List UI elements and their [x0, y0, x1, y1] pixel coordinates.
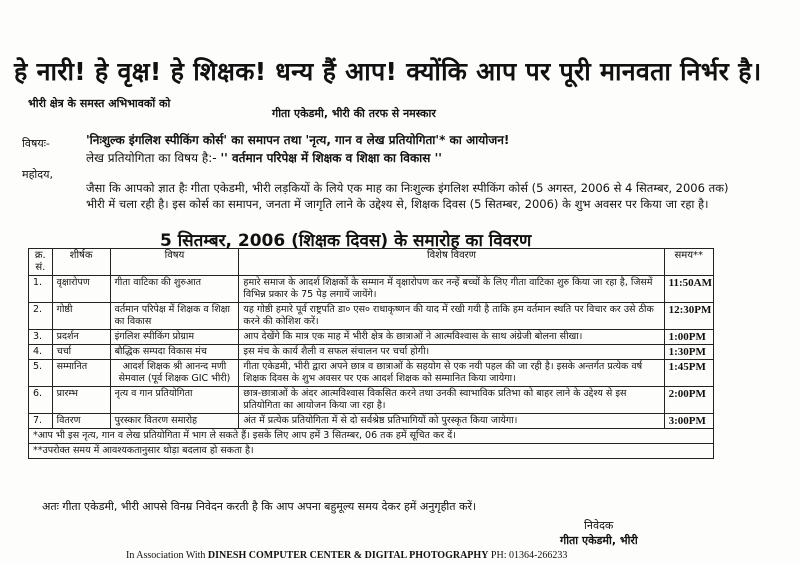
- association-phone: PH: 01364-266233: [490, 550, 568, 561]
- row-topic: इंगलिश स्पीकिंग प्रोग्राम: [110, 330, 239, 345]
- row-serial: 1.: [29, 276, 53, 303]
- row-time: 1:00PM: [664, 330, 713, 345]
- header-time: समय**: [664, 249, 713, 276]
- subject-label: विषयः-: [22, 137, 50, 150]
- table-row: [29, 303, 714, 330]
- row-detail: इस मंच के कार्य शैली व सफल संचालन पर चर्चा होगी।: [239, 345, 664, 360]
- row-serial: 4.: [29, 345, 53, 360]
- table-row: [29, 330, 714, 345]
- signature-name: गीता एकेडमी, भीरी: [560, 534, 638, 547]
- signature-label: निवेदक: [584, 519, 614, 532]
- row-detail: अंत में प्रत्येक प्रतियोगिता में से दो सर्वश्रेष्ठ प्रतिभागियों को पुरस्कृत किया जायेगा।: [239, 414, 664, 429]
- row-heading: प्रदर्शन: [52, 330, 110, 345]
- row-time: 12:30PM: [664, 303, 713, 330]
- essay-topic-title: '' वर्तमान परिपेक्ष में शिक्षक व शिक्षा का विकास '': [220, 151, 442, 165]
- table-row: [29, 414, 714, 429]
- row-time: 1:30PM: [664, 345, 713, 360]
- sender-greeting: गीता एकेडमी, भीरी की तरफ से नमस्कार: [272, 107, 436, 120]
- row-heading: वृक्षारोपण: [52, 276, 110, 303]
- association-footer: [126, 550, 567, 561]
- row-time: 11:50AM: [664, 276, 713, 303]
- row-detail: छात्र-छात्राओं के अंदर आत्मविश्वास विकसित करने तथा उनकी स्वाभाविक प्रतिभा को बाहर लाने के उद्देश्य से इस प्रतियोगिता का आयोजन किया जा रहा है।: [239, 387, 664, 414]
- row-time: 1:45PM: [664, 360, 713, 387]
- table-row: [29, 360, 714, 387]
- association-prefix: In Association With: [126, 550, 206, 561]
- header-detail: विशेष विवरण: [239, 249, 664, 276]
- row-heading: वितरण: [52, 414, 110, 429]
- table-note-row: [29, 444, 714, 459]
- row-heading: गोष्ठी: [52, 303, 110, 330]
- row-topic: पुरस्कार वितरण समारोह: [110, 414, 239, 429]
- schedule-table: [28, 248, 714, 459]
- row-topic: बौद्धिक सम्पदा विकास मंच: [110, 345, 239, 360]
- row-detail: आप देखेंगे कि मात्र एक माह में भीरी क्षेत्र के छात्राओं ने आत्मविश्वास के साथ अंग्रेजी बोलना सीखा।: [239, 330, 664, 345]
- essay-topic-prefix: लेख प्रतियोगिता का विषय है:-: [86, 151, 217, 165]
- row-serial: 2.: [29, 303, 53, 330]
- association-org: DINESH COMPUTER CENTER & DIGITAL PHOTOGRAPHY: [207, 550, 489, 561]
- row-serial: 7.: [29, 414, 53, 429]
- essay-topic: [86, 149, 442, 166]
- row-topic: आदर्श शिक्षक श्री आनन्द मणी सेमवाल (पूर्व शिक्षक GIC भीरी): [110, 360, 239, 387]
- intro-paragraph: जैसा कि आपको ज्ञात हैः गीता एकेडमी, भीरी लड़कियों के लिये एक माह का निःशुल्क इंगलिश स्पीकिंग कोर्स (5 अगस्त, 2006 से 4 सितम्बर, 2006 तक) भीरी में चला रही है। इस कोर्स का समापन, जनता में जागृति लाने के उद्देश्य से, शिक्षक दिवस (5 सितम्बर, 2006) के शुभ अवसर पर किया जा रहा है।: [86, 181, 729, 211]
- closing-request: अतः गीता एकेडमी, भीरी आपसे विनम्र निवेदन करती है कि आप अपना बहुमूल्य समय देकर हमें अनुगृहीत करें।: [42, 500, 477, 513]
- row-detail: यह गोष्ठी हमारे पूर्व राष्ट्रपति डा० एस० राधाकृष्णन की याद में रखी गयी है ताकि हम वर्तमान स्थति पर विचार कर उसे ठीक करने की कोशिश करें।: [239, 303, 664, 330]
- schedule-title: 5 सितम्बर, 2006 (शिक्षक दिवस) के समारोह का विवरण: [160, 231, 532, 251]
- row-serial: 6.: [29, 387, 53, 414]
- table-row: [29, 345, 714, 360]
- participation-note: *आप भी इस नृत्य, गान व लेख प्रतियोगिता में भाग ले सकते हैं। इसके लिए आप हमें 3 सितम्बर, 06 तक हमें सूचित कर दें।: [29, 429, 714, 444]
- row-topic: गीता वाटिका की शुरुआत: [110, 276, 239, 303]
- subject-line: 'निःशुल्क इंगलिश स्पीकिंग कोर्स' का समापन तथा 'नृत्य, गान व लेख प्रतियोगिता'* का आयोजन!: [86, 133, 510, 147]
- table-row: [29, 387, 714, 414]
- row-detail: हमारे समाज के आदर्श शिक्षकों के सम्मान में वृक्षारोपण कर नन्हें बच्चों के लिए गीता वाटिका शुरु किया जा रहा है, जिसमें विभिन्न प्रकार के 75 पेड़ लगायें जायेंगे।: [239, 276, 664, 303]
- row-serial: 3.: [29, 330, 53, 345]
- row-serial: 5.: [29, 360, 53, 387]
- row-topic: वर्तमान परिपेक्ष में शिक्षक व शिक्षा का विकास: [110, 303, 239, 330]
- header-serial: क्र. सं.: [29, 249, 53, 276]
- table-row: [29, 276, 714, 303]
- row-detail: गीता एकेडमी, भीरी द्वारा अपने छात्र व छात्राओं के सहयोग से एक नयी पहल की जा रही है। इसके अन्तर्गत प्रत्येक वर्ष शिक्षक दिवस के शुभ अवसर पर एक आदर्श शिक्षक को सम्मानित किया जायेगा।: [239, 360, 664, 387]
- salutation: महोदय,: [22, 168, 53, 181]
- row-time: 2:00PM: [664, 387, 713, 414]
- header-topic: विषय: [110, 249, 239, 276]
- row-topic: नृत्य व गान प्रतियोगिता: [110, 387, 239, 414]
- table-note-row: [29, 429, 714, 444]
- addressee: भीरी क्षेत्र के समस्त अभिभावकों को: [28, 97, 171, 110]
- header-heading: शीर्षक: [52, 249, 110, 276]
- schedule-header-row: [29, 249, 714, 276]
- row-time: 3:00PM: [664, 414, 713, 429]
- time-change-note: **उपरोक्त समय में आवश्यकतानुसार थोड़ा बदलाव हो सकता है।: [29, 444, 714, 459]
- page-title: हे नारी! हे वृक्ष! हे शिक्षक! धन्य हैं आप! क्योंकि आप पर पूरी मानवता निर्भर है।: [14, 57, 762, 86]
- row-heading: प्रारम्भ: [52, 387, 110, 414]
- row-heading: चर्चा: [52, 345, 110, 360]
- row-heading: सम्मानित: [52, 360, 110, 387]
